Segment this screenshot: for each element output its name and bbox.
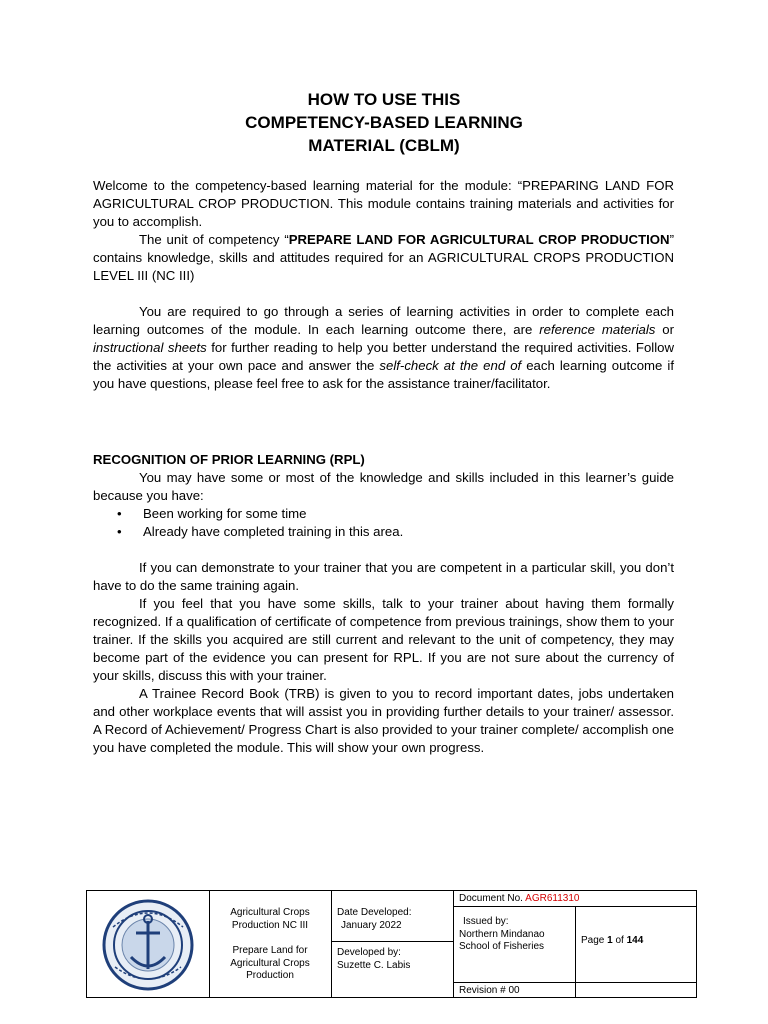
developed-by-value: Suzette C. Labis xyxy=(337,959,411,971)
module-line-2: Agricultural Crops xyxy=(230,957,310,969)
intro-paragraph-2 xyxy=(93,231,674,285)
italic-instructional-sheets: instructional sheets xyxy=(93,340,207,355)
date-developed-label: Date Developed: xyxy=(337,907,412,918)
revision-cell: Revision # 00 xyxy=(459,985,520,996)
date-developed-value: January 2022 xyxy=(341,919,402,931)
qualification-cell xyxy=(209,907,331,932)
page-title xyxy=(0,88,768,157)
module-cell xyxy=(209,945,331,983)
bullet-icon: • xyxy=(117,506,122,521)
title-line-3: MATERIAL (CBLM) xyxy=(308,136,460,155)
title-line-1: HOW TO USE THIS xyxy=(307,90,461,109)
document-number-label: Document No. xyxy=(459,893,526,904)
text-span: or xyxy=(655,322,675,337)
document-number-value: AGR611310 xyxy=(525,893,580,904)
qualification-line-1: Agricultural Crops xyxy=(230,907,310,918)
rpl-heading: RECOGNITION OF PRIOR LEARNING (RPL) xyxy=(93,452,365,467)
title-line-2: COMPETENCY-BASED LEARNING xyxy=(245,113,523,132)
intro-paragraph-3 xyxy=(93,303,674,393)
rpl-paragraph-4: A Trainee Record Book (TRB) is given to you to record important dates, jobs undertaken and other workplace events that will assist you in providing further details to your trainer/ assessor. A Record of Achievement/ Progress Chart is also provided to your trainer complete/ accomplish one you have completed the module. This will show your own progress. xyxy=(93,686,674,755)
module-line-1: Prepare Land for xyxy=(232,945,308,956)
rpl-bullet-list xyxy=(93,505,674,541)
document-footer-table xyxy=(86,890,697,998)
italic-self-check: self-check at the end of xyxy=(379,358,522,373)
unit-text-end: ” contains knowledge, skills and attitudes required for an AGRICULTURAL CROPS PRODUCTION LEVEL III (NC III) xyxy=(93,232,674,283)
page-label: Page xyxy=(581,935,608,946)
text-span: each learning outcome if you have questions, please feel free to ask for the assistance trainer/facilitator. xyxy=(93,358,674,391)
qualification-line-2: Production NC III xyxy=(231,919,309,931)
list-item-text: Already have completed training in this area. xyxy=(143,524,404,539)
list-item xyxy=(93,523,674,541)
page-number-cell xyxy=(581,935,696,948)
issued-by-line-2: School of Fisheries xyxy=(459,941,545,952)
document-number-cell xyxy=(459,893,694,906)
issued-by-line-1: Northern Mindanao xyxy=(459,928,545,940)
developed-by-label: Developed by: xyxy=(337,947,401,958)
intro-paragraph-1: Welcome to the competency-based learning material for the module: “PREPARING LAND FOR AGRICULTURAL CROP PRODUCTION. This module contains training materials and activities for you to accomplish. xyxy=(93,178,674,229)
text-span: You are required to go through a series of learning activities in order to complete each learning outcomes of the module. In each learning outcome there, are xyxy=(93,304,674,337)
page-total: 144 xyxy=(626,935,644,946)
rpl-paragraph-3: If you feel that you have some skills, talk to your trainer about having them formally recognized. If a qualification of certificate of competence from previous trainings, show them to your trainer. If the skills you acquired are still current and relevant to the unit of competency, they may become part of the evidence you can present for RPL. If you are not sure about the currency of your skills, discuss this with your trainer. xyxy=(93,596,674,683)
list-item-text: Been working for some time xyxy=(143,506,307,521)
text-span: for further reading to help you better understand the required activities. Follow the activities at your own pace and answer the xyxy=(93,340,674,373)
issued-by-cell xyxy=(459,916,573,954)
date-developed-cell xyxy=(337,907,451,932)
school-seal-logo xyxy=(101,897,195,993)
issued-by-label: Issued by: xyxy=(463,916,509,927)
italic-reference-materials: reference materials xyxy=(539,322,656,337)
unit-text-start: The unit of competency “ xyxy=(139,232,289,247)
unit-of-competency: PREPARE LAND FOR AGRICULTURAL CROP PRODUCTION xyxy=(288,232,670,247)
developed-by-cell xyxy=(337,947,451,972)
rpl-paragraph-1: You may have some or most of the knowledge and skills included in this learner’s guide because you have: xyxy=(93,470,674,503)
rpl-paragraph-2: If you can demonstrate to your trainer that you are competent in a particular skill, you don’t have to do the same training again. xyxy=(93,560,674,593)
bullet-icon: • xyxy=(117,524,122,539)
module-line-3: Production xyxy=(246,970,294,981)
document-body xyxy=(93,177,674,757)
list-item xyxy=(93,505,674,523)
page-current: 1 xyxy=(607,935,613,946)
page-of: of xyxy=(612,935,627,946)
